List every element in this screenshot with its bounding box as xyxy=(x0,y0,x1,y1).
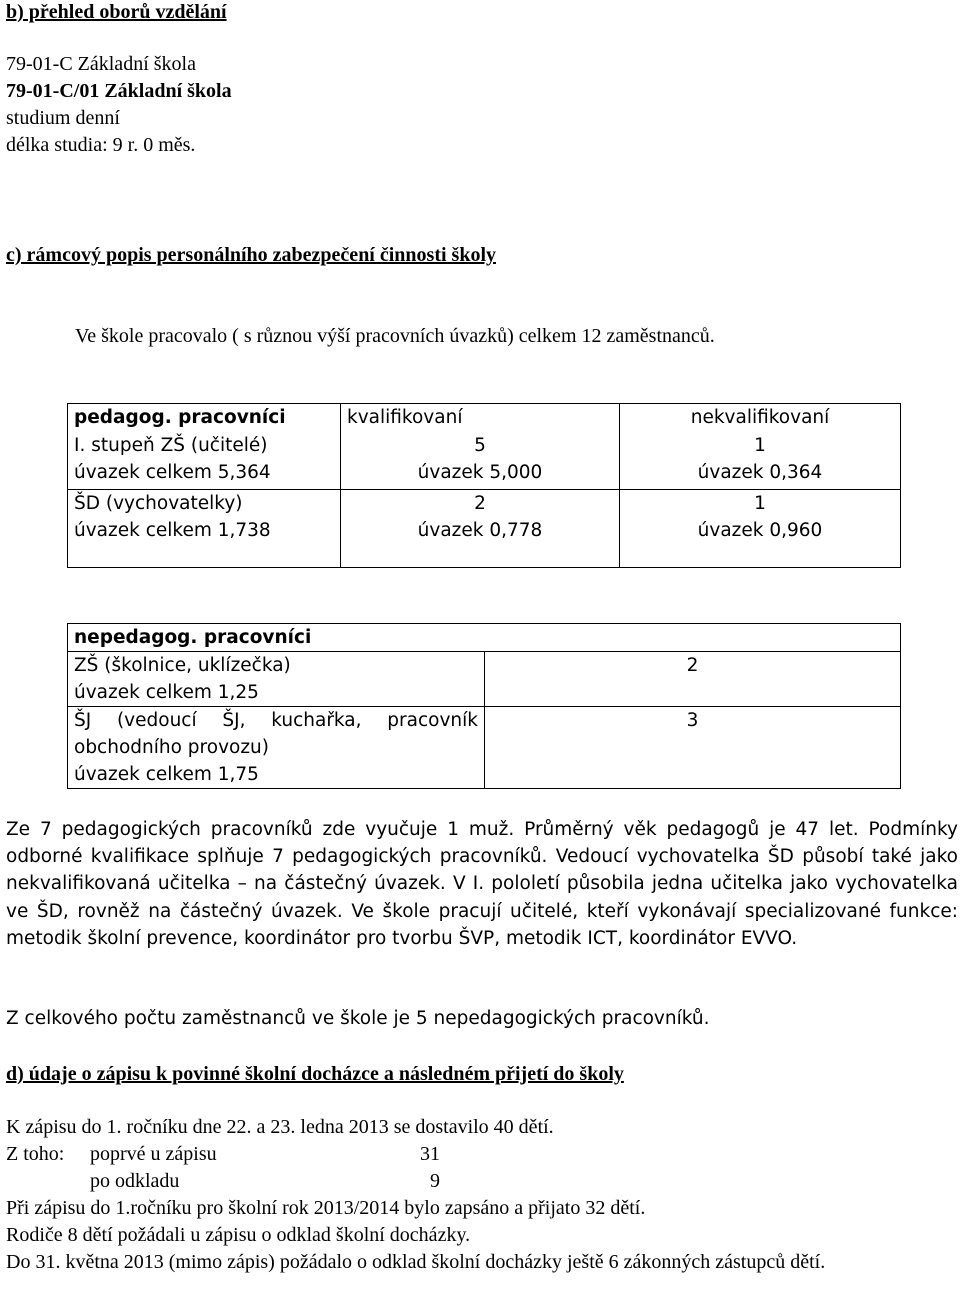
admitted-line: Při zápisu do 1.ročníku pro školní rok 2013/2014 bylo zapsáno a přijato 32 dětí. xyxy=(6,1197,646,1219)
row-label: ZŠ (školnice, uklízečka) xyxy=(74,655,291,676)
section-b-heading: b) přehled oborů vzdělání xyxy=(6,1,227,23)
qualified-load: úvazek 0,778 xyxy=(417,520,543,541)
row-label-load: úvazek celkem 1,75 xyxy=(74,764,259,785)
header-qualified: kvalifikovaní xyxy=(347,407,463,428)
of-which-label: Z toho: xyxy=(6,1143,65,1165)
first-time-value: 31 xyxy=(420,1143,440,1165)
header-nonpedagog: nepedagog. pracovníci xyxy=(74,627,312,648)
deferred-value: 9 xyxy=(430,1170,440,1192)
row-label: ŠJ (vedoucí ŠJ, kuchařka, pracovník obchodního provozu) xyxy=(74,710,478,758)
table-header-row xyxy=(68,404,901,433)
deferral-request-line: Rodiče 8 dětí požádali u zápisu o odklad školní docházky. xyxy=(6,1224,471,1246)
table-row xyxy=(68,707,901,789)
staff-intro: Ve škole pracovalo ( s různou výší pracovních úvazků) celkem 12 zaměstnanců. xyxy=(75,325,715,347)
row-label-load: úvazek celkem 1,738 xyxy=(74,520,271,541)
qualified-load: úvazek 5,000 xyxy=(417,462,543,484)
non-pedagogical-staff-table xyxy=(67,623,901,789)
row-value: 2 xyxy=(686,655,699,676)
header-unqualified: nekvalifikovaní xyxy=(690,407,830,428)
study-form-line: studium denní xyxy=(6,107,120,129)
field-code-line-bold: 79-01-C/01 Základní škola xyxy=(6,80,232,102)
table-row xyxy=(68,652,901,707)
unqualified-load: úvazek 0,364 xyxy=(697,462,823,484)
section-d-heading: d) údaje o zápisu k povinné školní docházce a následném přijetí do školy xyxy=(6,1063,624,1085)
unqualified-load: úvazek 0,960 xyxy=(697,520,823,541)
header-qualified-cell xyxy=(341,404,620,433)
late-deferral-line: Do 31. května 2013 (mimo zápis) požádalo o odklad školní docházky ještě 6 zákonných zástupců dětí. xyxy=(6,1251,826,1273)
row-label: I. stupeň ZŠ (učitelé) xyxy=(74,435,268,457)
row-label-load: úvazek celkem 5,364 xyxy=(74,462,271,484)
enrollment-line: K zápisu do 1. ročníku dne 22. a 23. ledna 2013 se dostavilo 40 dětí. xyxy=(6,1116,554,1138)
row-value: 3 xyxy=(686,710,699,731)
table-header-row xyxy=(68,624,901,652)
table-row xyxy=(68,432,901,489)
unqualified-count: 1 xyxy=(754,435,766,457)
deferred-label: po odkladu xyxy=(90,1170,180,1192)
qualified-count: 2 xyxy=(474,493,486,514)
staff-paragraph: Ze 7 pedagogických pracovníků zde vyučuje 1 muž. Průměrný věk pedagogů je 47 let. Podmínky odborné kvalifikace splňuje 7 pedagogických pracovníků. Vedoucí vychovatelka ŠD působí také jako nekvalifikovaná učitelka – na částečný úvazek. V I. pololetí působila jedna učitelka jako vychovatelka ve ŠD, rovněž na částečný úvazek. Ve škole pracují učitelé, kteří vykonávají specializované funkce: metodik školní prevence, koordinátor pro tvorbu ŠVP, metodik ICT, koordinátor EVVO. xyxy=(6,819,958,949)
row-label-load: úvazek celkem 1,25 xyxy=(74,682,259,703)
pedagogical-staff-table xyxy=(67,403,901,568)
staff-summary: Z celkového počtu zaměstnanců ve škole je 5 nepedagogických pracovníků. xyxy=(6,1008,710,1029)
section-c-heading: c) rámcový popis personálního zabezpečení činnosti školy xyxy=(6,244,497,266)
row-label: ŠD (vychovatelky) xyxy=(74,493,243,514)
field-code-line: 79-01-C Základní škola xyxy=(6,53,196,75)
table-row xyxy=(68,490,901,568)
study-length-line: délka studia: 9 r. 0 měs. xyxy=(6,134,196,156)
header-unqualified-cell xyxy=(620,404,901,433)
header-pedagog: pedagog. pracovníci xyxy=(74,407,286,428)
first-time-label: poprvé u zápisu xyxy=(90,1143,217,1165)
unqualified-count: 1 xyxy=(754,493,766,514)
qualified-count: 5 xyxy=(474,435,486,457)
